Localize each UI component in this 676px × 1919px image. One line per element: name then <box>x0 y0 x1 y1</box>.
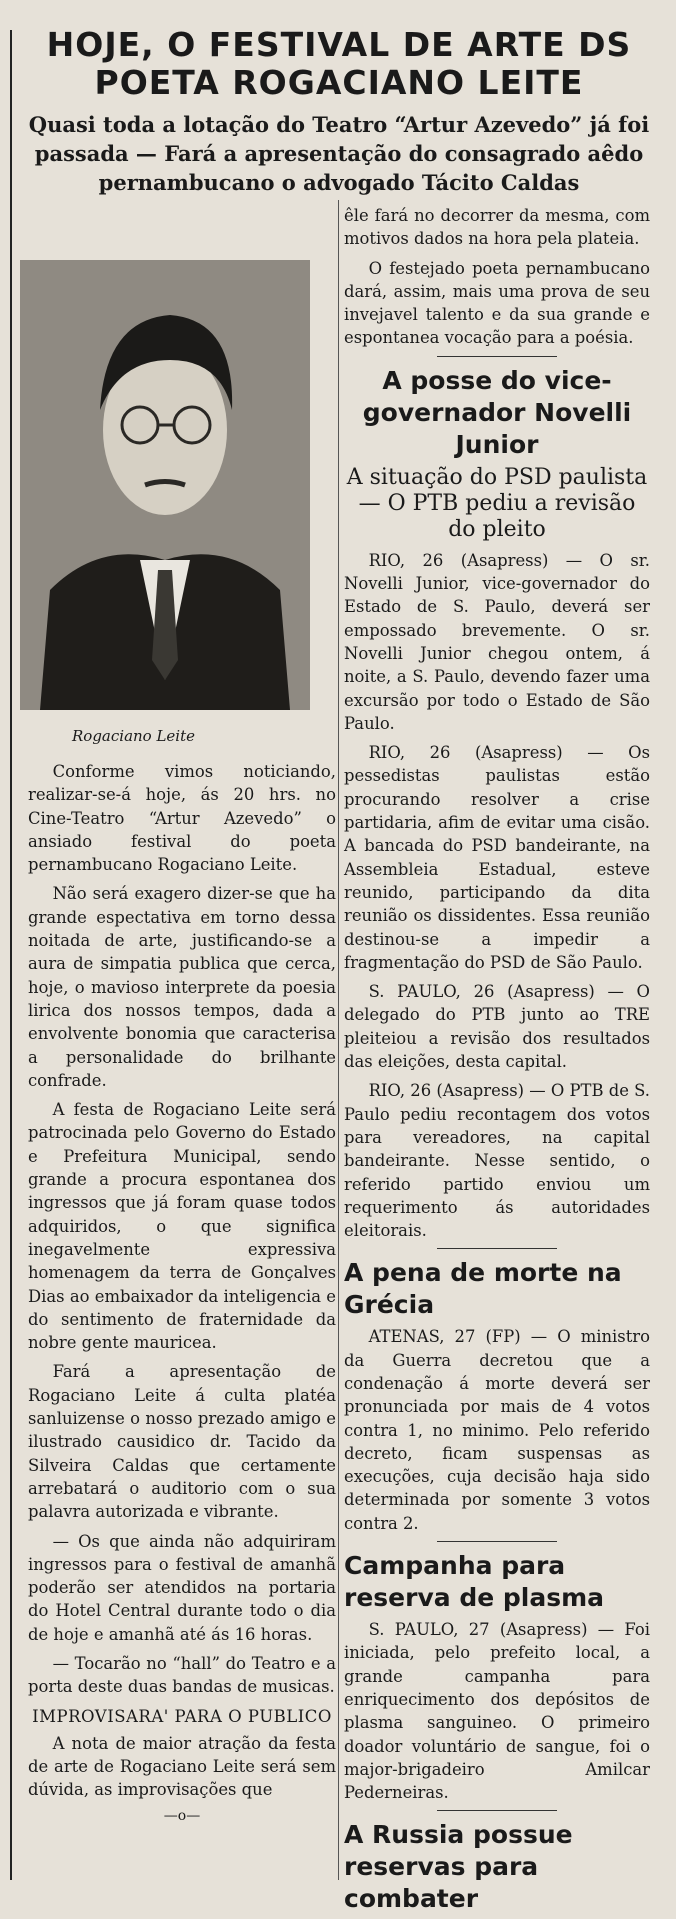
paragraph: Fará a apresentação de Rogaciano Leite á culta platéa sanluizense o nosso prezado amigo e ilustrado causidico dr. Tacido da Silveira Caldas que certamente arrebatará o auditorio com o sua palavra autorizada e vibrante. <box>28 1362 336 1522</box>
column-divider <box>338 200 339 1880</box>
paragraph: S. PAULO, 27 (Asapress) — Foi iniciada, pelo prefeito local, a grande campanha para enriquecimento dos depósitos de plasma sanguineo. O primeiro doador voluntário de sangue, foi o major-brigadeiro Amilcar Pederneiras. <box>344 1620 650 1803</box>
article-headline: A Russia possue reservas para combater <box>344 1820 573 1914</box>
main-deck: Quasi toda a lotação do Teatro “Artur Azevedo” já foi passada — Fará a apresentação do consagrado aêdo pernambucano o advogado Tácito Caldas <box>28 112 650 195</box>
left-article <box>28 760 336 1827</box>
subheading: IMPROVISARA' PARA O PUBLICO <box>32 1706 332 1726</box>
main-headline: HOJE, O FESTIVAL DE ARTE DS POETA ROGACIANO LEITE <box>46 25 632 102</box>
right-column <box>344 204 650 1919</box>
divider <box>437 1248 557 1249</box>
paragraph: RIO, 26 (Asapress) — O sr. Novelli Junior, vice-governador do Estado de S. Paulo, deverá ser empossado brevemente. O sr. Novelli Junior chegou ontem, á noite, a S. Paulo, devendo fazer uma excursão por todo o Estado de São Paulo. <box>344 550 650 733</box>
paragraph: — Os que ainda não adquiriram ingressos para o festival de amanhã poderão ser atendidos na portaria do Hotel Central durante todo o dia de hoje e amanhã até ás 16 horas. <box>28 1531 336 1644</box>
divider <box>437 1810 557 1811</box>
paragraph: S. PAULO, 26 (Asapress) — O delegado do PTB junto ao TRE pleiteiou a revisão dos resultados das eleições, desta capital. <box>344 982 650 1072</box>
portrait-photo <box>20 260 310 710</box>
paragraph: A festa de Rogaciano Leite será patrocinada pelo Governo do Estado e Prefeitura Municipal, sendo grande a procura espontanea dos ingressos que já foram quase todos adquiridos, o que significa inegavelmente expressiva homenagem da terra de Gonçalves Dias ao embaixador da inteligencia e do sentimento de fraternidade da nobre gente mauricea. <box>28 1100 336 1353</box>
article-headline: A posse do vice-governador Novelli Junior <box>362 365 632 459</box>
paragraph: ATENAS, 27 (FP) — O ministro da Guerra decretou que a condenação á morte deverá ser pronunciada por mais de 4 votos contra 1, no minimo. Pelo referido decreto, ficam suspensas as execuções, cuja decisão haja sido determinada por somente 3 votos contra 2. <box>344 1327 650 1533</box>
photo-caption: Rogaciano Leite <box>72 727 196 745</box>
paragraph: Não será exagero dizer-se que ha grande espectativa em torno dessa noitada de arte, justificando-se a aura de simpatia publica que cerca, hoje, o mavioso interprete da poesia lirica dos nossos tempos, dada a envolvente bonomia que caracterisa a personalidade do brilhante confrade. <box>28 884 336 1090</box>
paragraph: RIO, 26 (Asapress) — O PTB de S. Paulo pediu recontagem dos votos para vereadores, na capital bandeirante. Nesse sentido, o referido partido enviou um requerimento ás autoridades eleitorais. <box>344 1081 650 1241</box>
divider <box>437 356 557 357</box>
article-headline: Campanha para reserva de plasma <box>344 1551 605 1613</box>
left-border-rule <box>10 30 12 1880</box>
ornament: —o— <box>163 1808 201 1825</box>
paragraph: Conforme vimos noticiando, realizar-se-á hoje, ás 20 hrs. no Cine-Teatro “Artur Azevedo” o ansiado festival do poeta pernambucano Rogaciano Leite. <box>28 762 336 875</box>
article-deck: A situação do PSD paulista — O PTB pediu a revisão do pleito <box>346 464 648 542</box>
paragraph: RIO, 26 (Asapress) — Os pessedistas paulistas estão procurando resolver a crise partidaria, afim de evitar uma cisão. A bancada do PSD bandeirante, na Assembleia Estadual, esteve reunido, participando da dita reunião os dissidentes. Essa reunião destinou-se a impedir a fragmentação do PSD de São Paulo. <box>344 743 650 972</box>
paragraph: êle fará no decorrer da mesma, com motivos dados na hora pela plateia. <box>344 206 650 249</box>
paragraph: A nota de maior atração da festa de arte de Rogaciano Leite será sem dúvida, as improvisações que <box>28 1733 336 1800</box>
paragraph: O festejado poeta pernambucano dará, assim, mais uma prova de seu invejavel talento e da sua grande e espontanea vocação para a poésia. <box>344 258 650 348</box>
paragraph: — Tocarão no “hall” do Teatro e a porta deste duas bandas de musicas. <box>28 1653 336 1697</box>
article-headline: A pena de morte na Grécia <box>344 1258 622 1320</box>
divider <box>437 1541 557 1542</box>
